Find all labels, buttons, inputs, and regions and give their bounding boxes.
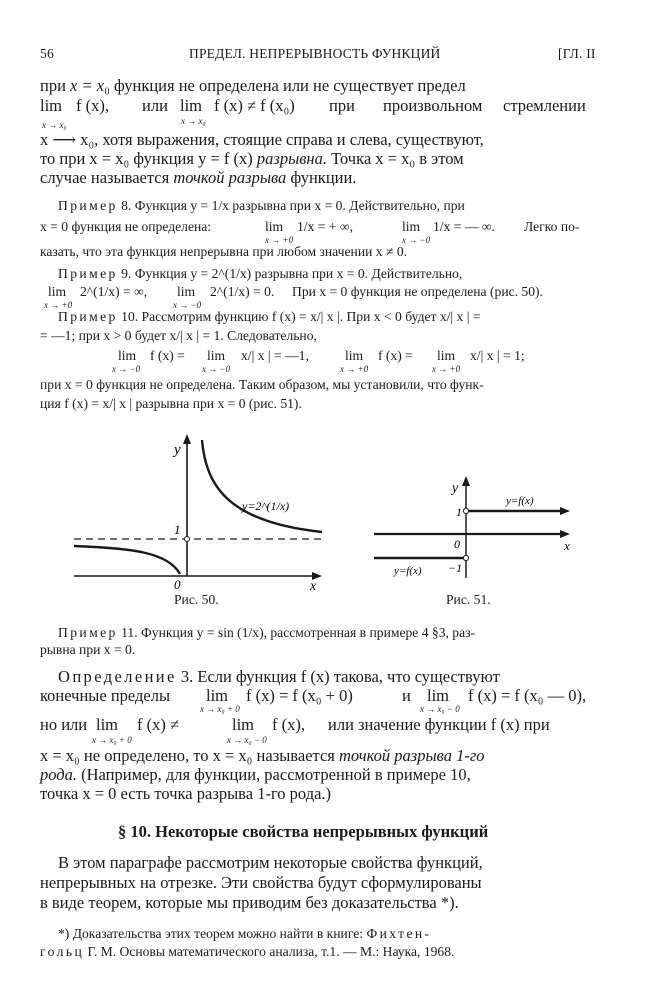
example-8-line-1: Пример 8. Функция y = 1/x разрывна при x = 0. Действительно, при: [58, 198, 465, 213]
definition-3-but: но или: [40, 715, 88, 734]
example-8-sub-1: x → +0: [265, 235, 294, 245]
fig51-one-label: 1: [456, 505, 462, 519]
fig50-left-branch: [74, 546, 180, 574]
definition-3-lim-4: lim: [232, 715, 255, 734]
fig50-curve-label: y=2^(1/x): [242, 499, 290, 513]
intro-or: или: [142, 96, 168, 115]
example-10-sub-4: x → +0: [432, 364, 461, 374]
intro-line-1: при x = x₀ функция не определена или не существует предел: [40, 76, 466, 95]
fig50-y-label: y: [174, 442, 181, 458]
example-10-formula-lim-2: lim: [207, 348, 226, 363]
definition-3-line-1: Определение 3. Если функция f (x) такова, что существуют: [58, 667, 500, 686]
intro-line-3: x ⟶ x₀, хотя выражения, стоящие справа и слева, существуют,: [40, 130, 484, 149]
intro-lim-sub-2: x → x₀: [181, 116, 206, 126]
fig51-upper-arrow: [560, 507, 570, 515]
example-9-sub-1: x → +0: [44, 300, 73, 310]
fig51-y-arrow: [462, 476, 470, 486]
example-8-text: x = 0 функция не определена:: [40, 219, 212, 234]
section-title: § 10. Некоторые свойства непрерывных функций: [118, 822, 489, 841]
example-8-sub-2: x → −0: [402, 235, 431, 245]
example-10-formula-lim-1: lim: [118, 348, 137, 363]
page-number: 56: [40, 46, 54, 61]
example-10-line-1: Пример 10. Рассмотрим функцию f (x) = x/| x |. При x < 0 будет x/| x | =: [58, 309, 481, 324]
intro-line-5: случае называется точкой разрыва функции.: [40, 168, 357, 187]
section-paragraph-line-3: в виде теорем, которые мы приводим без доказательства *).: [40, 893, 459, 912]
example-10-sub-1: x → −0: [112, 364, 141, 374]
example-10-sub-3: x → +0: [340, 364, 369, 374]
definition-3-line-5: рода. (Например, для функции, рассмотренной в примере 10,: [40, 765, 471, 784]
fig51-y-label: y: [452, 481, 459, 496]
fig50-right-branch: [202, 440, 322, 532]
fig50-x-label: x: [310, 579, 317, 591]
intro-line-4: то при x = x₀ функция y = f (x) разрывна. Точка x = x₀ в этом: [40, 149, 464, 168]
example-10-formula-value-2: x/| x | = 1;: [470, 348, 525, 363]
fig50-y-arrow: [183, 434, 191, 444]
fig50-origin-label: 0: [174, 577, 181, 591]
definition-3-text: конечные пределы: [40, 686, 171, 705]
fig51-hole-upper: [463, 508, 468, 513]
fig50-caption: Рис. 50.: [174, 592, 219, 607]
fig51-caption: Рис. 51.: [446, 592, 491, 607]
chapter-label: [ГЛ. II: [558, 46, 596, 61]
example-10-formula-lim-4: lim: [437, 348, 456, 363]
example-9-limit-1: 2^(1/x) = ∞,: [80, 284, 148, 299]
definition-3-sub-1: x → x₀ + 0: [200, 704, 240, 714]
example-9-limit-2: 2^(1/x) = 0.: [210, 284, 275, 299]
definition-3-limit-2: f (x) = f (x₀ — 0),: [468, 686, 587, 705]
definition-3-and: и: [402, 686, 411, 705]
example-8-limit-2: 1/x = — ∞.: [433, 219, 495, 234]
example-10-line-2: = —1; при x > 0 будет x/| x | = 1. Следовательно,: [40, 328, 317, 343]
example-10-sub-2: x → −0: [202, 364, 231, 374]
fig51-upper-label: y=f(x): [506, 495, 534, 507]
definition-3-lim-3: lim: [96, 715, 119, 734]
example-11-line-2: рывна при x = 0.: [40, 642, 136, 657]
example-8-text-2: Легко по-: [524, 219, 580, 234]
example-10-line-4: ция f (x) = x/| x | разрывна при x = 0 (рис. 51).: [40, 396, 302, 411]
definition-3-fx: f (x),: [272, 715, 305, 734]
definition-3-lim-2: lim: [427, 686, 450, 705]
figure-50: [70, 426, 330, 591]
figure-51: [368, 468, 588, 588]
example-10-line-3: при x = 0 функция не определена. Таким образом, мы установили, что функ-: [40, 377, 484, 392]
example-8-lim-1: lim: [265, 219, 284, 234]
footnote-line-2: гольц Г. М. Основы математического анализа, т.1. — М.: Наука, 1968.: [40, 944, 455, 959]
example-9-lim-2: lim: [177, 284, 196, 299]
section-paragraph-line-2: непрерывных на отрезке. Эти свойства будут сформулированы: [40, 873, 482, 892]
example-10-formula-fx-1: f (x) =: [150, 348, 185, 363]
fig50-one-label: 1: [174, 522, 181, 537]
definition-3-sub-3: x → x₀ + 0: [92, 735, 132, 745]
fig51-lower-label: y=f(x): [394, 565, 422, 577]
running-title: ПРЕДЕЛ. НЕПРЕРЫВНОСТЬ ФУНКЦИЙ: [189, 46, 441, 61]
intro-tending: стремлении: [503, 96, 586, 115]
intro-lim-2: lim: [180, 96, 203, 115]
section-paragraph-line-1: В этом параграфе рассмотрим некоторые свойства функций,: [58, 853, 483, 872]
intro-lim-sub-1: x → x₀: [42, 120, 67, 130]
definition-3-line-6: точка x = 0 есть точка разрыва 1-го рода.): [40, 784, 332, 803]
intro-pri: при: [329, 96, 355, 115]
example-9-sub-2: x → −0: [173, 300, 202, 310]
definition-3-line-4: x = x₀ не определено, то x = x₀ называется точкой разрыва 1-го: [40, 746, 485, 765]
example-8-lim-2: lim: [402, 219, 421, 234]
example-10-formula-lim-3: lim: [345, 348, 364, 363]
intro-inequality: f (x) ≠ f (x₀): [214, 96, 295, 115]
intro-lim-1: lim: [40, 96, 63, 115]
definition-3-lim-1: lim: [206, 686, 229, 705]
definition-3-limit-1: f (x) = f (x₀ + 0): [246, 686, 353, 705]
fig51-origin-label: 0: [454, 537, 460, 551]
example-9-line-1: Пример 9. Функция y = 2^(1/x) разрывна при x = 0. Действительно,: [58, 266, 463, 281]
example-9-text: При x = 0 функция не определена (рис. 50).: [292, 284, 543, 299]
example-8-line-3: казать, что эта функция непрерывна при любом значении x ≠ 0.: [40, 244, 408, 259]
example-11-line-1: Пример 11. Функция y = sin (1/x), рассмотренная в примере 4 §3, раз-: [58, 625, 476, 640]
fig51-x-arrow: [560, 530, 570, 538]
footnote-line-1: *) Доказательства этих теорем можно найти в книге: Фихтен-: [58, 926, 432, 941]
example-8-limit-1: 1/x = + ∞,: [297, 219, 353, 234]
example-9-lim-1: lim: [48, 284, 67, 299]
definition-3-sub-4: x → x₀ − 0: [227, 735, 267, 745]
definition-3-sub-2: x → x₀ − 0: [420, 704, 460, 714]
fig51-hole-lower: [463, 555, 468, 560]
intro-arbitrary: произвольном: [383, 96, 483, 115]
fig50-hole: [185, 537, 190, 542]
definition-3-or-value: или значение функции f (x) при: [328, 715, 550, 734]
fig51-x-label: x: [564, 538, 570, 553]
definition-3-neq: f (x) ≠: [137, 715, 180, 734]
example-10-formula-value-1: x/| x | = —1,: [241, 348, 309, 363]
intro-fx: f (x),: [76, 96, 109, 115]
example-10-formula-fx-2: f (x) =: [378, 348, 413, 363]
fig51-minus-one-label: −1: [448, 561, 463, 575]
